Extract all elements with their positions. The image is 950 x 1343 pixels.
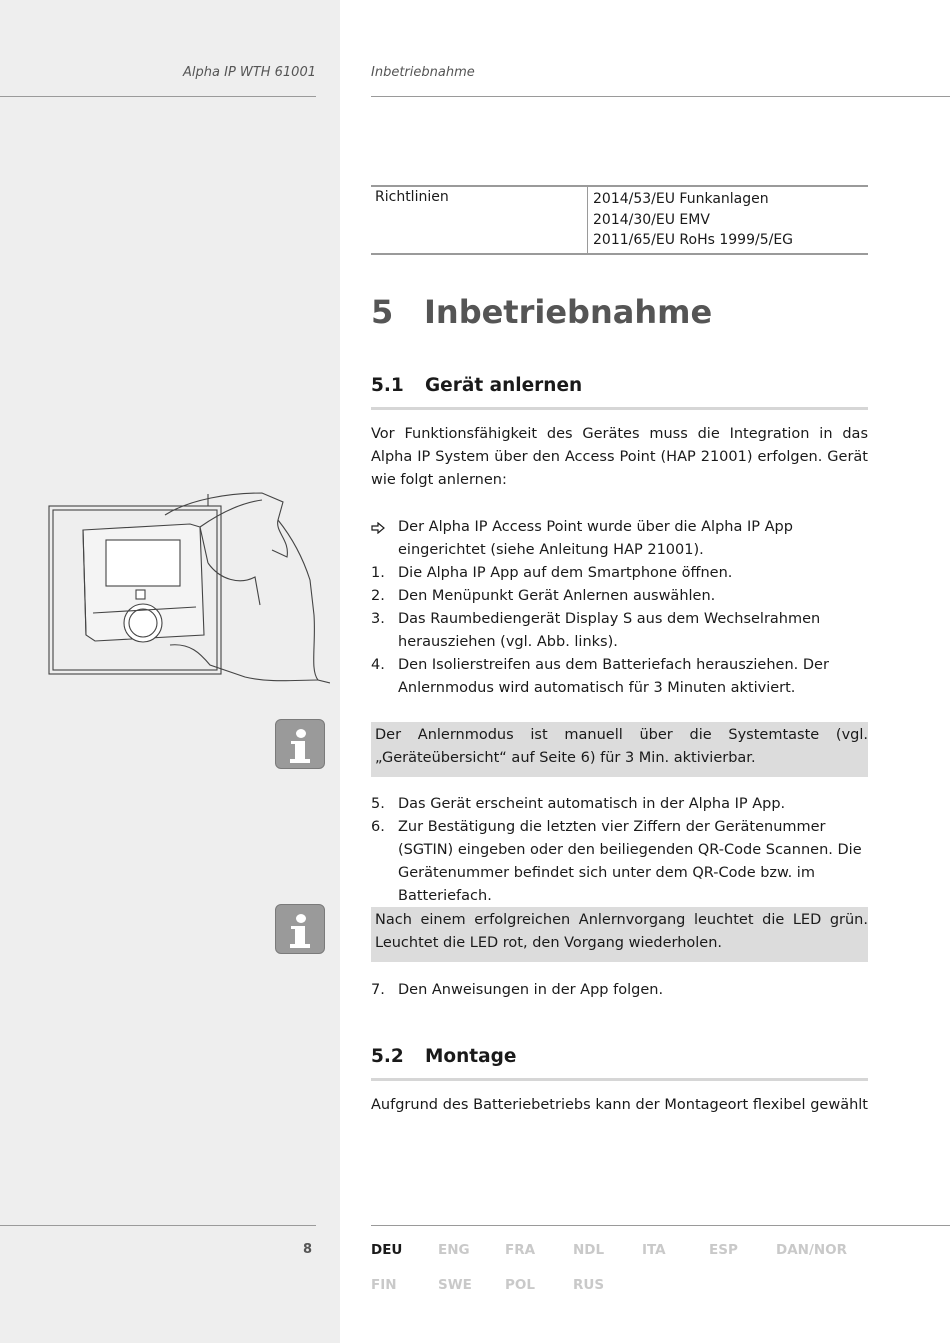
hollow-right-arrow-icon (371, 516, 385, 542)
section-title: Montage (425, 1046, 517, 1067)
lang-link-pol[interactable]: POL (505, 1277, 535, 1293)
header-rule-left (0, 96, 316, 97)
device-illustration (40, 485, 330, 695)
chapter-number: 5 (371, 293, 394, 331)
list-item (371, 654, 868, 700)
lang-link-ndl[interactable]: NDL (573, 1242, 605, 1258)
step-text: Den Menüpunkt Gerät Anlernen auswählen. (398, 588, 716, 604)
header-section: Inbetriebnahme (371, 65, 475, 80)
lang-link-dannor[interactable]: DAN/NOR (776, 1242, 848, 1258)
step-number: 7. (371, 982, 385, 998)
section-number: 5.1 (371, 375, 404, 396)
lang-link-esp[interactable]: ESP (709, 1242, 738, 1258)
step-number: 3. (371, 611, 385, 627)
header-rule-right (371, 96, 950, 97)
info-icon (275, 904, 325, 954)
spec-value: 2014/53/EU Funkanlagen (593, 191, 769, 207)
chapter-title: Inbetriebnahme (424, 293, 713, 331)
step-number: 5. (371, 796, 385, 812)
list-item (371, 562, 868, 585)
spec-value: 2011/65/EU RoHs 1999/5/EG (593, 232, 794, 248)
step-number: 1. (371, 565, 385, 581)
lang-link-ita[interactable]: ITA (642, 1242, 666, 1258)
step-text: Das Raumbediengerät Display S aus dem Wechselrahmen herausziehen (vgl. Abb. links). (398, 611, 821, 650)
step-number: 6. (371, 819, 385, 835)
section-rule (371, 407, 868, 410)
lang-link-fra[interactable]: FRA (505, 1242, 536, 1258)
lang-link-deu[interactable]: DEU (371, 1242, 403, 1258)
section-number: 5.2 (371, 1046, 404, 1067)
header-product: Alpha IP WTH 61001 (183, 65, 316, 80)
footer-rule-right (371, 1225, 950, 1226)
info-icon (275, 719, 325, 769)
steps-list (371, 793, 868, 908)
prerequisite-text: Der Alpha IP Access Point wurde über die Alpha IP App eingerichtet (siehe Anleitung HAP 21001). (398, 519, 793, 558)
montage-paragraph: Aufgrund des Batteriebetriebs kann der Montageort flexibel gewählt (371, 1097, 868, 1113)
lang-link-eng[interactable]: ENG (438, 1242, 470, 1258)
lang-link-swe[interactable]: SWE (438, 1277, 472, 1293)
section-rule (371, 1078, 868, 1081)
list-item (371, 608, 868, 654)
lang-link-fin[interactable]: FIN (371, 1277, 397, 1293)
spec-label: Richtlinien (375, 189, 449, 205)
prerequisite-list (371, 516, 868, 700)
step-text: Das Gerät erscheint automatisch in der Alpha IP App. (398, 796, 786, 812)
step-text: Die Alpha IP App auf dem Smartphone öffnen. (398, 565, 733, 581)
list-item (371, 816, 868, 908)
footer-rule-left (0, 1225, 316, 1226)
lang-link-rus[interactable]: RUS (573, 1277, 605, 1293)
list-item (371, 585, 868, 608)
spec-values (587, 187, 868, 253)
spec-table (371, 185, 868, 255)
section-heading (371, 375, 582, 396)
section-heading (371, 1046, 516, 1067)
step-text: Den Isolierstreifen aus dem Batteriefach herausziehen. Der Anlernmodus wird automatisch für 3 Minuten aktiviert. (398, 657, 829, 696)
intro-paragraph: Vor Funktionsfähigkeit des Gerätes muss die Integration in das Alpha IP System über den Access Point (HAP 21001) erfolgen. Gerät wie folgt anlernen: (371, 426, 868, 488)
info-note: Nach einem erfolgreichen Anlernvorgang leuchtet die LED grün. Leuchtet die LED rot, den Vorgang wiederholen. (371, 907, 868, 962)
chapter-heading (371, 293, 712, 331)
step-text: Zur Bestätigung die letzten vier Ziffern der Gerätenummer (SGTIN) eingeben oder den beiliegenden QR-Code Scannen. Die Gerätenummer befindet sich unter dem QR-Code bzw. im Batteriefach. (398, 819, 862, 904)
step-number: 4. (371, 657, 385, 673)
section-title: Gerät anlernen (425, 375, 583, 396)
spec-value: 2014/30/EU EMV (593, 211, 710, 228)
page-number: 8 (303, 1242, 313, 1257)
list-item (371, 979, 868, 1002)
steps-list (371, 979, 868, 1002)
list-item (371, 516, 868, 562)
list-item (371, 793, 868, 816)
step-number: 2. (371, 588, 385, 604)
info-note: Der Anlernmodus ist manuell über die Systemtaste (vgl. „Geräteübersicht“ auf Seite 6) für 3 Min. aktivierbar. (371, 722, 868, 777)
step-text: Den Anweisungen in der App folgen. (398, 982, 664, 998)
